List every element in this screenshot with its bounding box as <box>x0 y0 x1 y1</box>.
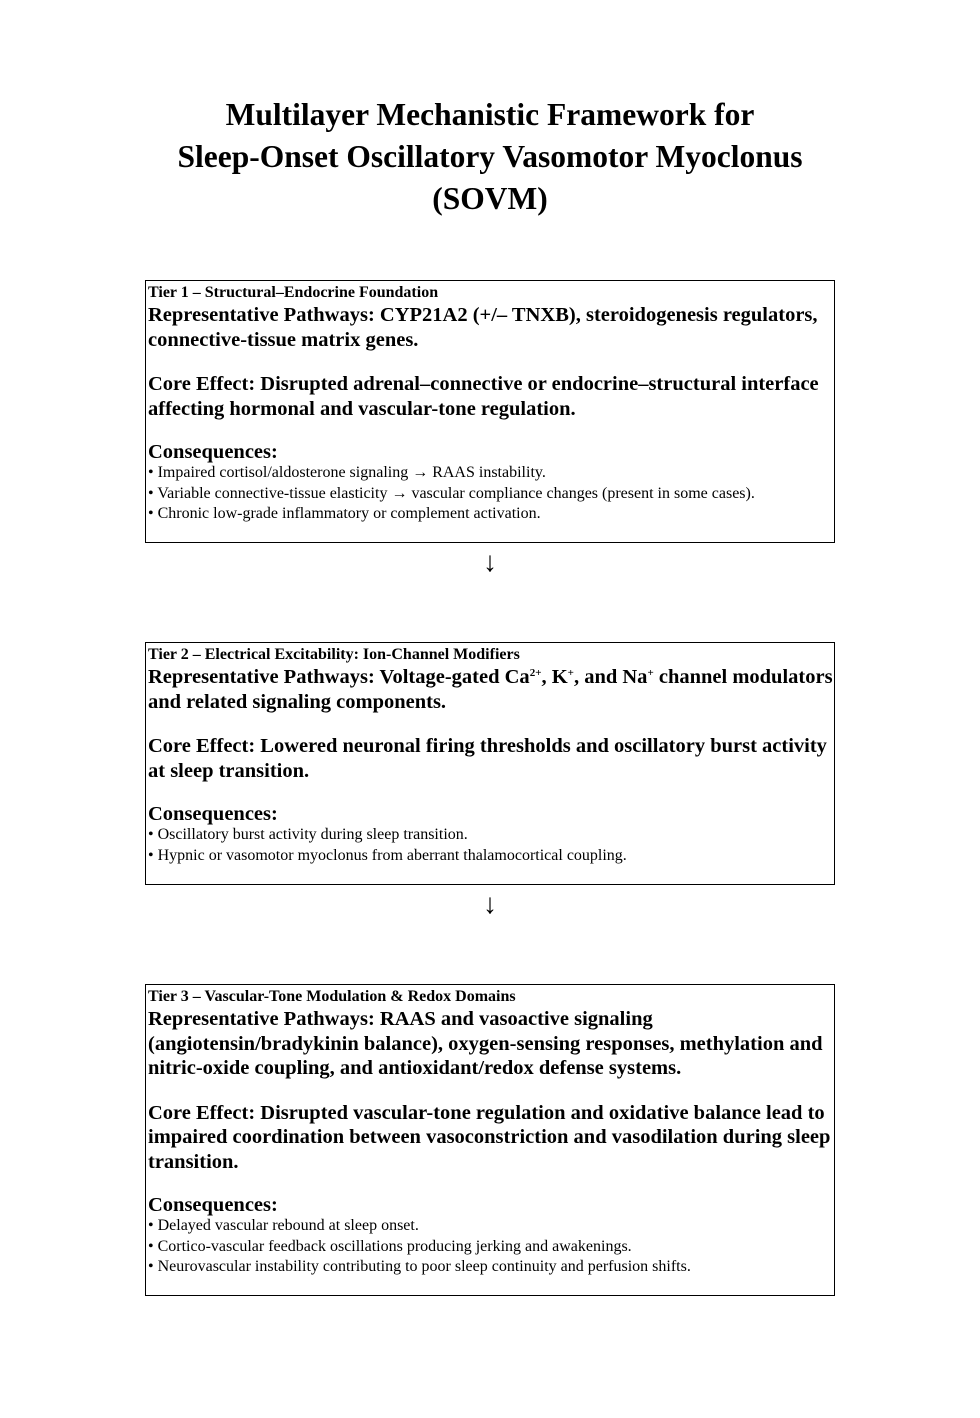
tier-1-box <box>145 280 835 543</box>
title-line-3: (SOVM) <box>432 181 548 216</box>
tier-3-box <box>145 984 835 1296</box>
tier-2-core-effect: Core Effect: Lowered neuronal firing thresholds and oscillatory burst activity at sleep transition. <box>148 735 827 782</box>
tier-1-label: Tier 1 – Structural–Endocrine Foundation <box>148 284 439 301</box>
tier-2-box <box>145 642 835 885</box>
tier-1-pathways: Representative Pathways: CYP21A2 (+/– TNXB), steroidogenesis regulators, connective-tissue matrix genes. <box>148 304 818 351</box>
page-title <box>0 94 980 220</box>
tier-3-consequence: • Delayed vascular rebound at sleep onset. <box>148 1217 419 1234</box>
tier-3-core-effect: Core Effect: Disrupted vascular-tone regulation and oxidative balance lead to impaired coordination between vasoconstriction and vasodilation during sleep transition. <box>148 1101 831 1173</box>
tier-3-label: Tier 3 – Vascular-Tone Modulation & Redox Domains <box>148 988 516 1005</box>
title-line-1: Multilayer Mechanistic Framework for <box>225 97 755 132</box>
tier-2-pathways: Representative Pathways: Voltage-gated $Ca^{2+}$, K+, and Na+ channel modulators and related signaling components. <box>148 666 833 713</box>
tier-1-core-effect: Core Effect: Disrupted adrenal–connective or endocrine–structural interface affecting hormonal and vascular-tone regulation. <box>148 373 819 420</box>
tier-1-consequence: • Chronic low-grade inflammatory or complement activation. <box>148 505 541 522</box>
tier-2-consequences-heading: Consequences: <box>148 803 278 825</box>
title-line-2: Sleep-Onset Oscillatory Vasomotor Myoclonus <box>177 139 803 174</box>
tier-1-consequence: • Variable connective-tissue elasticity → vascular compliance changes (present in some cases). <box>148 484 755 502</box>
tier-2-consequence: • Hypnic or vasomotor myoclonus from aberrant thalamocortical coupling. <box>148 846 627 864</box>
tier-3-pathways: Representative Pathways: RAAS and vasoactive signaling (angiotensin/bradykinin balance), oxygen-sensing responses, methylation and nitric-oxide coupling, and antioxidant/redox defense systems. <box>148 1008 823 1079</box>
tier-1-consequence: • Impaired cortisol/aldosterone signaling → RAAS instability. <box>148 464 546 481</box>
tier-1-consequences-heading: Consequences: <box>148 441 278 463</box>
down-arrow-icon: ↓ <box>483 547 497 578</box>
tier-3-consequence: • Neurovascular instability contributing to poor sleep continuity and perfusion shifts. <box>148 1258 691 1275</box>
down-arrow-icon: ↓ <box>483 889 497 920</box>
tier-2-label: Tier 2 – Electrical Excitability: Ion-Channel Modifiers <box>148 646 520 663</box>
tier-2-consequence: • Oscillatory burst activity during sleep transition. <box>148 826 468 843</box>
tier-3-consequences-heading: Consequences: <box>148 1194 278 1216</box>
tier-3-consequence: • Cortico-vascular feedback oscillations producing jerking and awakenings. <box>148 1237 632 1255</box>
